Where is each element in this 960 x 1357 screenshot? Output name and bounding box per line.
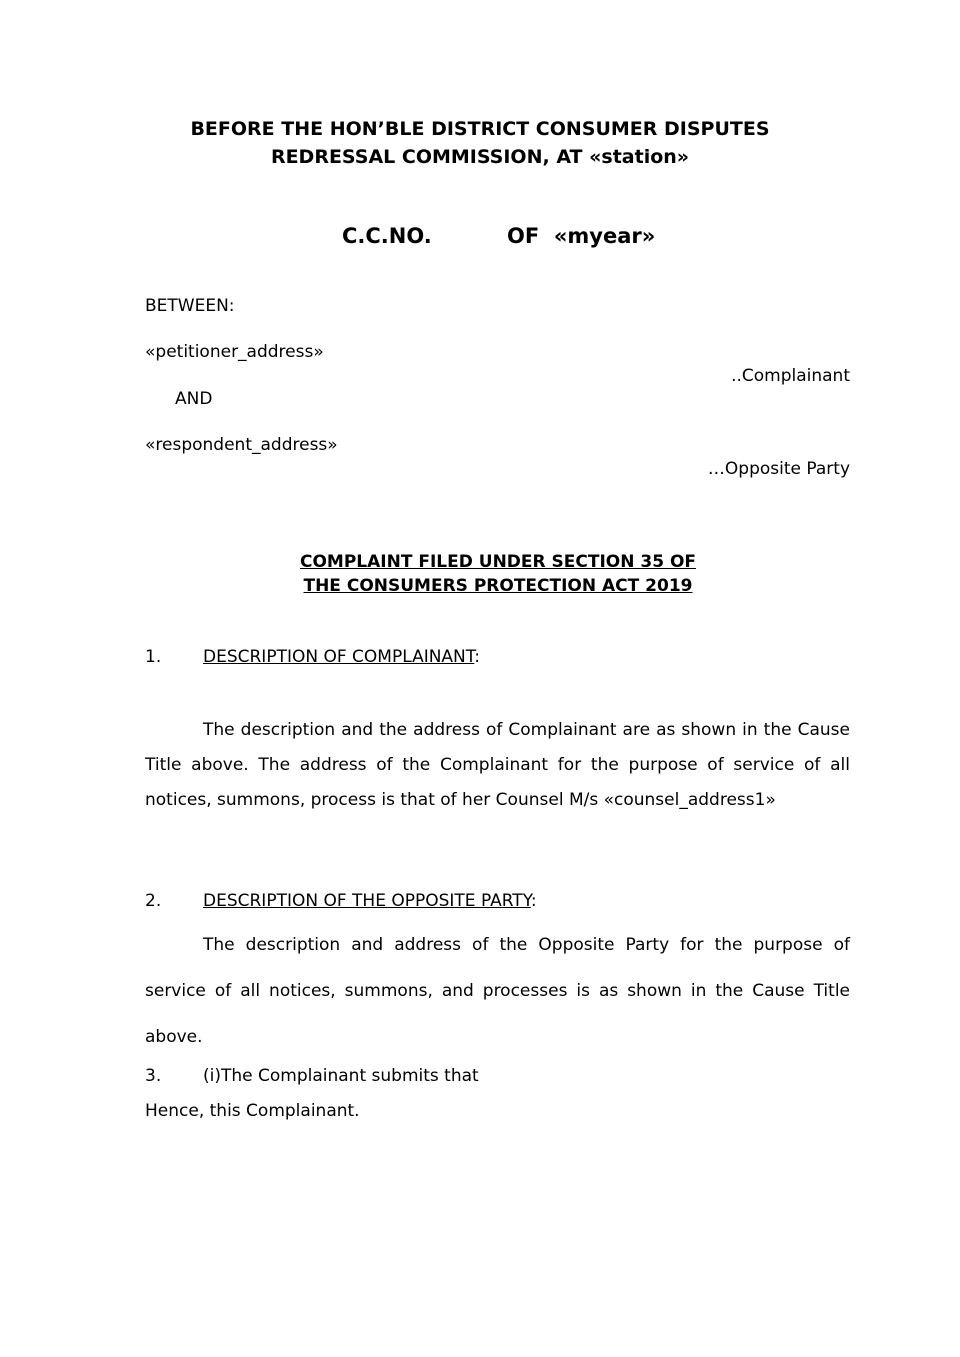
section-1-heading-colon: :: [474, 647, 481, 667]
complainant-role: ..Complainant: [731, 366, 850, 386]
section-3-number: 3.: [145, 1066, 162, 1086]
section-3-text: (i)The Complainant submits that: [203, 1066, 479, 1086]
case-year-label: OF «myear»: [507, 224, 656, 248]
complaint-title-line-1: COMPLAINT FILED UNDER SECTION 35 OF: [299, 552, 697, 572]
section-2-number: 2.: [145, 891, 162, 911]
section-2-heading-colon: :: [530, 891, 537, 911]
section-1-paragraph: [145, 713, 850, 818]
section-1-heading-text: DESCRIPTION OF COMPLAINANT: [203, 647, 475, 667]
respondent-address: «respondent_address»: [145, 435, 338, 455]
heading-line-1: BEFORE THE HON’BLE DISTRICT CONSUMER DISPUTES: [190, 118, 770, 140]
closing-line: Hence, this Complainant.: [145, 1101, 360, 1121]
section-1-text: The description and the address of Complainant are as shown in the Cause Title above. The address of the Complainant for the purpose of service of all notices, summons, process is that of her Counsel M/s «counsel_address1»: [145, 720, 850, 810]
between-label: BETWEEN:: [145, 296, 235, 316]
petitioner-address: «petitioner_address»: [145, 342, 324, 362]
section-1-heading: [203, 647, 480, 667]
section-2-heading-text: DESCRIPTION OF THE OPPOSITE PARTY: [203, 891, 531, 911]
complaint-title-line-2: THE CONSUMERS PROTECTION ACT 2019: [303, 576, 693, 596]
section-2-paragraph: [145, 922, 850, 1060]
opposite-party-role: …Opposite Party: [707, 459, 850, 479]
section-2-text: The description and address of the Opposite Party for the purpose of service of all notices, summons, and processes is as shown in the Cause Title above.: [145, 935, 850, 1047]
case-number-label: C.C.NO.: [342, 224, 432, 248]
section-1-number: 1.: [145, 647, 162, 667]
and-label: AND: [175, 389, 213, 409]
heading-line-2: REDRESSAL COMMISSION, AT «station»: [270, 146, 690, 168]
section-2-heading: [203, 891, 537, 911]
